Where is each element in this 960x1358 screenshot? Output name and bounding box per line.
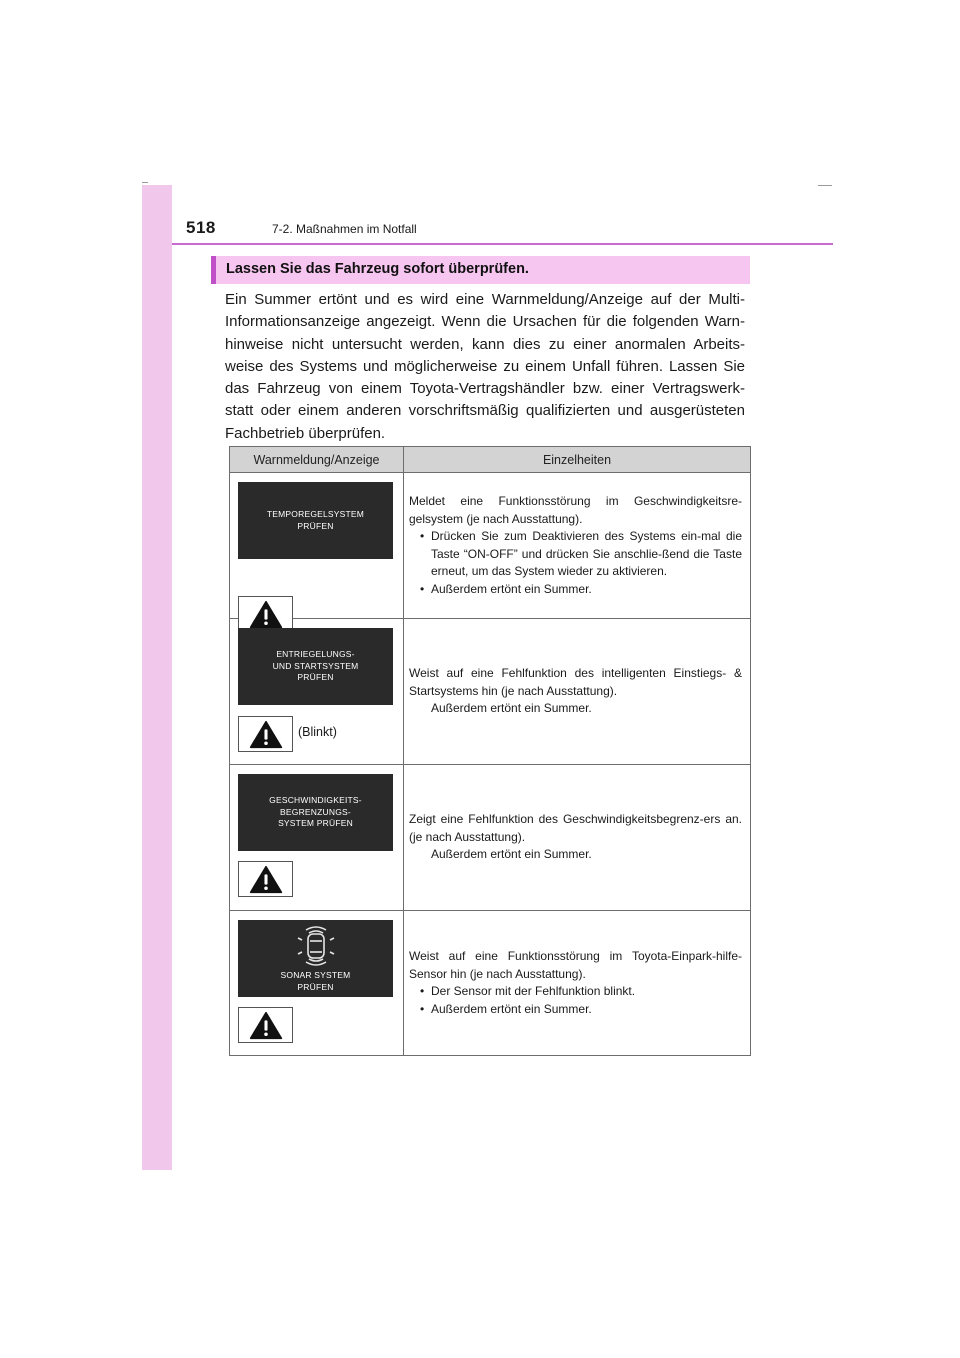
page-number: 518: [186, 218, 216, 237]
section-heading-box: [211, 256, 750, 284]
display-screen: [238, 774, 393, 851]
display-message: ENTRIEGELUNGS- UND STARTSYSTEM PRÜFEN: [272, 649, 359, 683]
display-screen: [238, 628, 393, 705]
warning-triangle-icon: [238, 716, 293, 752]
table-row: [230, 911, 751, 1056]
display-message: SONAR SYSTEM PRÜFEN: [280, 970, 351, 992]
crop-mark-right: [818, 185, 832, 186]
crop-mark: [142, 182, 148, 183]
detail-text: Weist auf eine Funktionsstörung im Toyota-Einpark-hilfe-Sensor hin (je nach Ausstattung).: [409, 949, 742, 981]
column-header-details: Einzelheiten: [404, 447, 751, 473]
detail-list: [409, 983, 742, 1018]
detail-text: Weist auf eine Fehlfunktion des intelligenten Einstiegs- & Startsystems hin (je nach Ausstattung).: [409, 666, 742, 698]
table-header-row: [230, 447, 751, 473]
section-heading: Lassen Sie das Fahrzeug sofort überprüfen.: [226, 261, 529, 277]
list-item: • Der Sensor mit der Fehlfunktion blinkt.: [409, 983, 742, 1001]
details-cell: [404, 911, 751, 1056]
display-message: TEMPOREGELSYSTEM PRÜFEN: [266, 509, 365, 531]
warning-table: [229, 446, 751, 1056]
detail-text: Zeigt eine Fehlfunktion des Geschwindigkeitsbegrenz-ers an. (je nach Ausstattung).: [409, 812, 742, 844]
column-header-warning: Warnmeldung/Anzeige: [230, 447, 404, 473]
intro-paragraph: Ein Summer ertönt und es wird eine Warnmeldung/Anzeige auf der Multi-Informationsanzeige angezeigt. Wenn die Ursachen für die folgenden Warn-hinweise nicht untersucht werden, kann dies zu einer anormalen Arbeits-weise des Systems und möglicherweise zu einem Unfall führen. Lassen Sie das Fahrzeug von einem Toyota-Vertragshändler bzw. einer Vertragswerk-statt oder einem anderen vorschriftsmäßig qualifizierten und ausgerüsteten Fachbetrieb überprüfen.: [225, 291, 745, 442]
table-row: [230, 473, 751, 619]
car-sonar-icon: [286, 924, 346, 968]
detail-text: Meldet eine Funktionsstörung im Geschwindigkeitsre-gelsystem (je nach Ausstattung).: [409, 494, 742, 526]
blink-note: (Blinkt): [298, 725, 337, 739]
detail-note: Außerdem ertönt ein Summer.: [431, 847, 592, 862]
details-cell: [404, 765, 751, 911]
warning-triangle-icon: [238, 1007, 293, 1043]
details-cell: [404, 473, 751, 619]
side-tab-band: [142, 185, 172, 1170]
warning-display-cell: [230, 473, 404, 619]
list-item: • Drücken Sie zum Deaktivieren des Systems ein-mal die Taste “ON-OFF” und drücken Sie anschlie-ßend die Taste erneut, um das System wieder zu aktivieren.: [409, 528, 742, 581]
chapter-title: 7-2. Maßnahmen im Notfall: [272, 222, 417, 236]
table-row: [230, 765, 751, 911]
display-screen: [238, 482, 393, 559]
table-row: [230, 619, 751, 765]
warning-display-cell: [230, 911, 404, 1056]
warning-display-cell: [230, 765, 404, 911]
display-screen: [238, 920, 393, 997]
detail-note: Außerdem ertönt ein Summer.: [431, 701, 592, 716]
warning-triangle-icon: [238, 861, 293, 897]
display-message: GESCHWINDIGKEITS- BEGRENZUNGS- SYSTEM PRÜFEN: [269, 795, 362, 829]
details-cell: [404, 619, 751, 765]
header-rule: [172, 243, 833, 245]
list-item: • Außerdem ertönt ein Summer.: [409, 1001, 742, 1019]
list-item: • Außerdem ertönt ein Summer.: [409, 581, 742, 599]
warning-display-cell: [230, 619, 404, 765]
detail-list: [409, 528, 742, 598]
